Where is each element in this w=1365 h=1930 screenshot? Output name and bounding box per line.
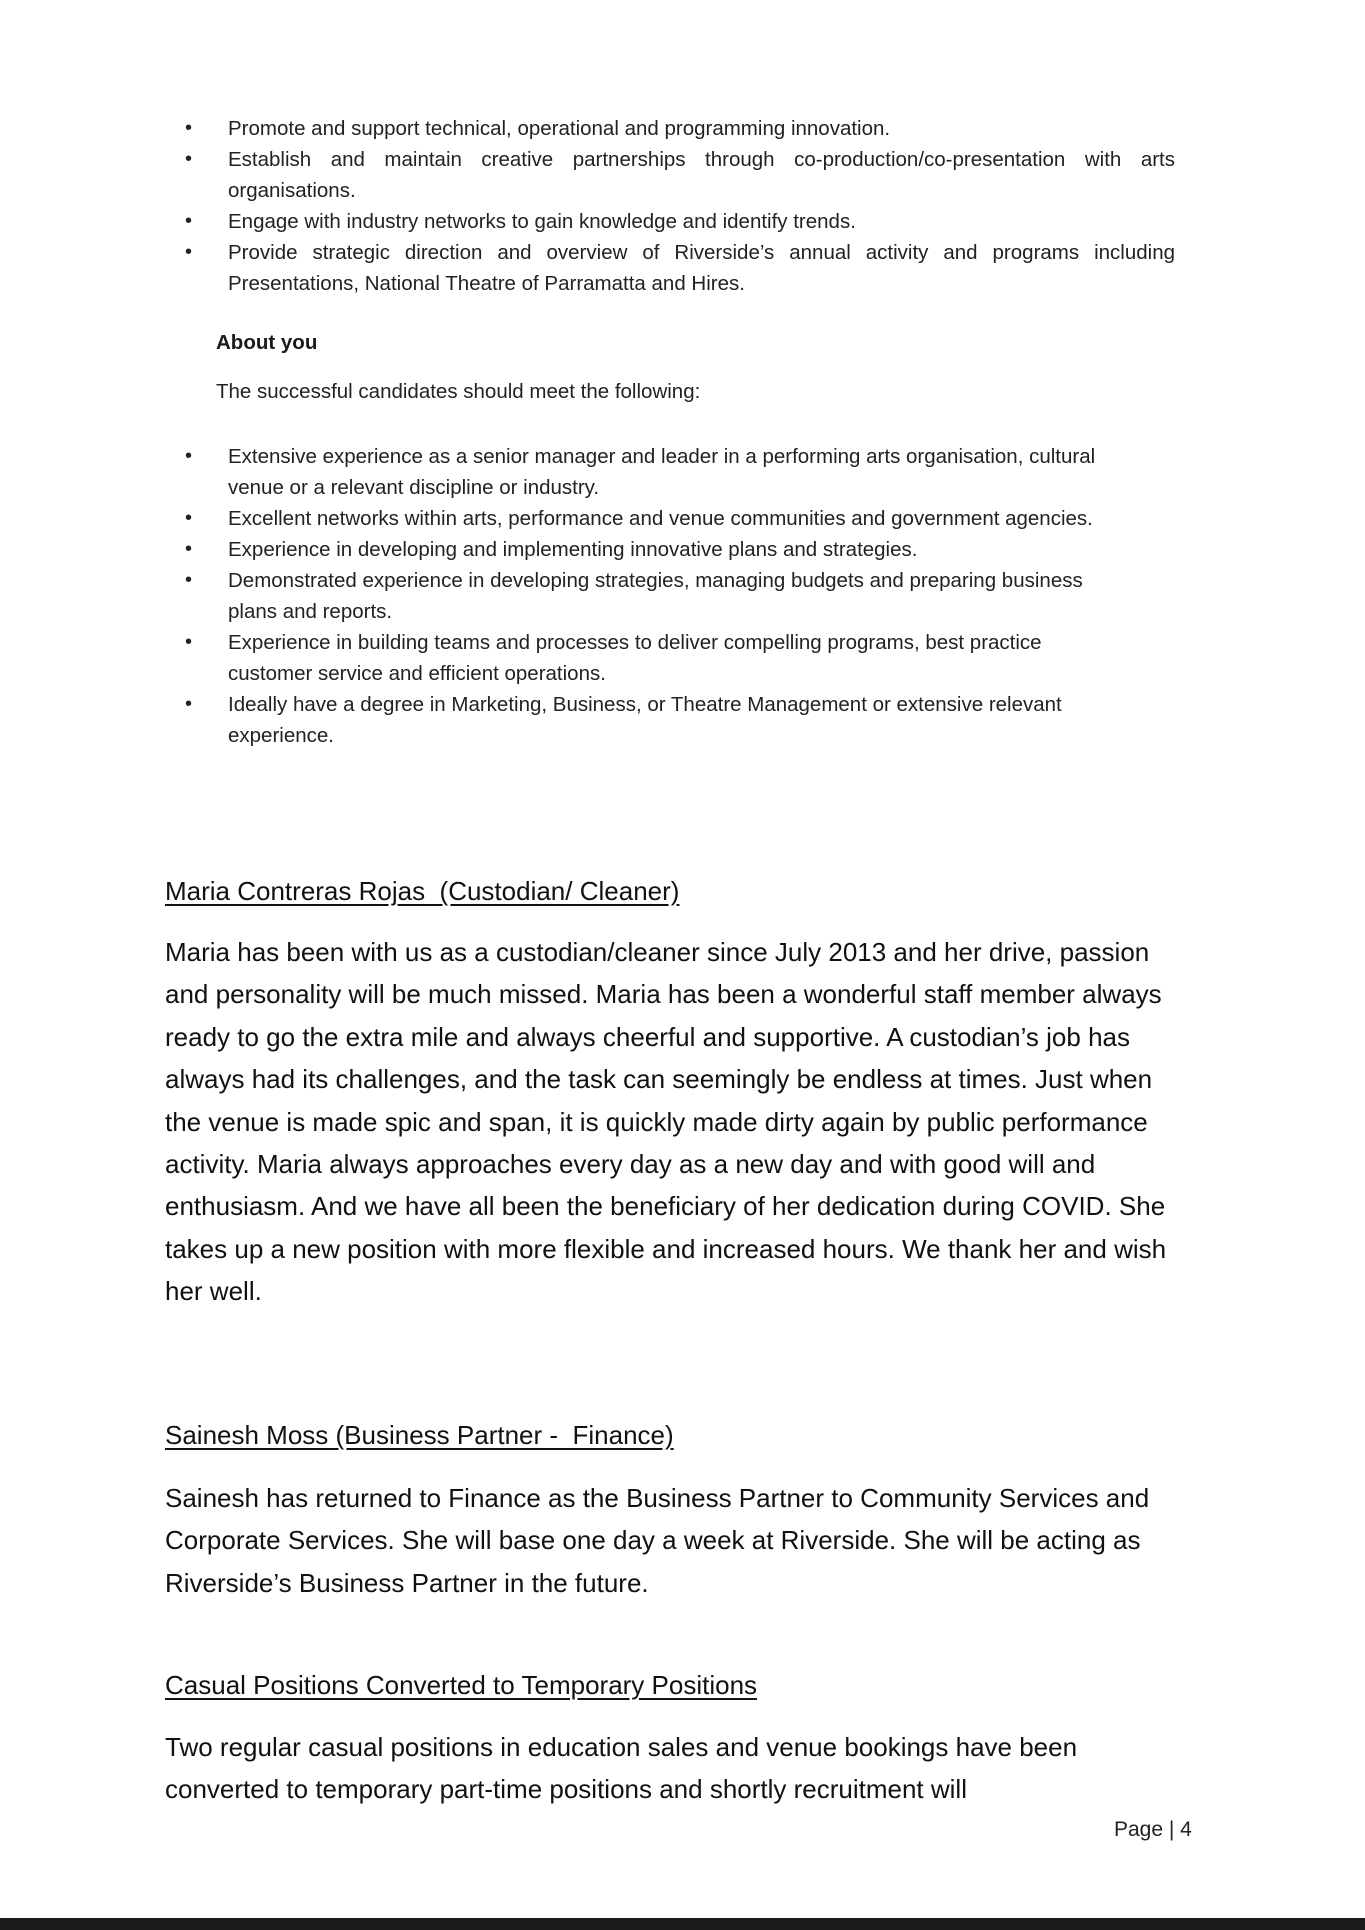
list-item: • Provide strategic direction and overview of Riverside’s annual activity and programs including Presentations, National Theatre of Parramatta and Hires. [165,237,1175,299]
sainesh-section-body: Sainesh has returned to Finance as the Business Partner to Community Services and Corporate Services. She will base one day a week at Riverside. She will be acting as Riverside’s Business Partner in the future. [165,1483,1150,1598]
responsibilities-list [165,113,1175,299]
list-item: • Demonstrated experience in developing strategies, managing budgets and preparing business plans and reports. [165,565,1125,627]
list-item: • Extensive experience as a senior manager and leader in a performing arts organisation, cultural venue or a relevant discipline or industry. [165,441,1125,503]
sainesh-section-heading: Sainesh Moss (Business Partner - Finance) [165,1420,674,1450]
page-number: Page | 4 [1114,1818,1192,1841]
list-item: • Experience in building teams and processes to deliver compelling programs, best practice customer service and efficient operations. [165,627,1125,689]
page-bottom-edge [0,1918,1365,1930]
maria-section-body: Maria has been with us as a custodian/cleaner since July 2013 and her drive, passion and personality will be much missed. Maria has been a wonderful staff member always ready to go the extra mile and always cheerful and supportive. A custodian’s job has always had its challenges, and the task can seemingly be endless at times. Just when the venue is made spic and span, it is quickly made dirty again by public performance activity. Maria always approaches every day as a new day and with good will and enthusiasm. And we have all been the beneficiary of her dedication during COVID. She takes up a new position with more flexible and increased hours. We thank her and wish her well. [165,937,1167,1307]
list-item: • Excellent networks within arts, performance and venue communities and government agencies. [165,503,1125,534]
list-item: • Experience in developing and implementing innovative plans and strategies. [165,534,1125,565]
casual-section-body: Two regular casual positions in education sales and venue bookings have been converted to temporary part-time positions and shortly recruitment will [165,1732,1078,1805]
criteria-list [165,441,1125,751]
list-item: • Promote and support technical, operational and programming innovation. [165,113,1175,144]
about-you-intro: The successful candidates should meet the following: [216,380,701,403]
about-you-heading: About you [216,331,318,354]
list-item: • Engage with industry networks to gain knowledge and identify trends. [165,206,1175,237]
casual-section-heading: Casual Positions Converted to Temporary Positions [165,1670,758,1700]
list-item: • Establish and maintain creative partnerships through co-production/co-presentation with arts organisations. [165,144,1175,206]
maria-section-heading: Maria Contreras Rojas (Custodian/ Cleaner) [165,876,680,906]
list-item: • Ideally have a degree in Marketing, Business, or Theatre Management or extensive relevant experience. [165,689,1125,751]
